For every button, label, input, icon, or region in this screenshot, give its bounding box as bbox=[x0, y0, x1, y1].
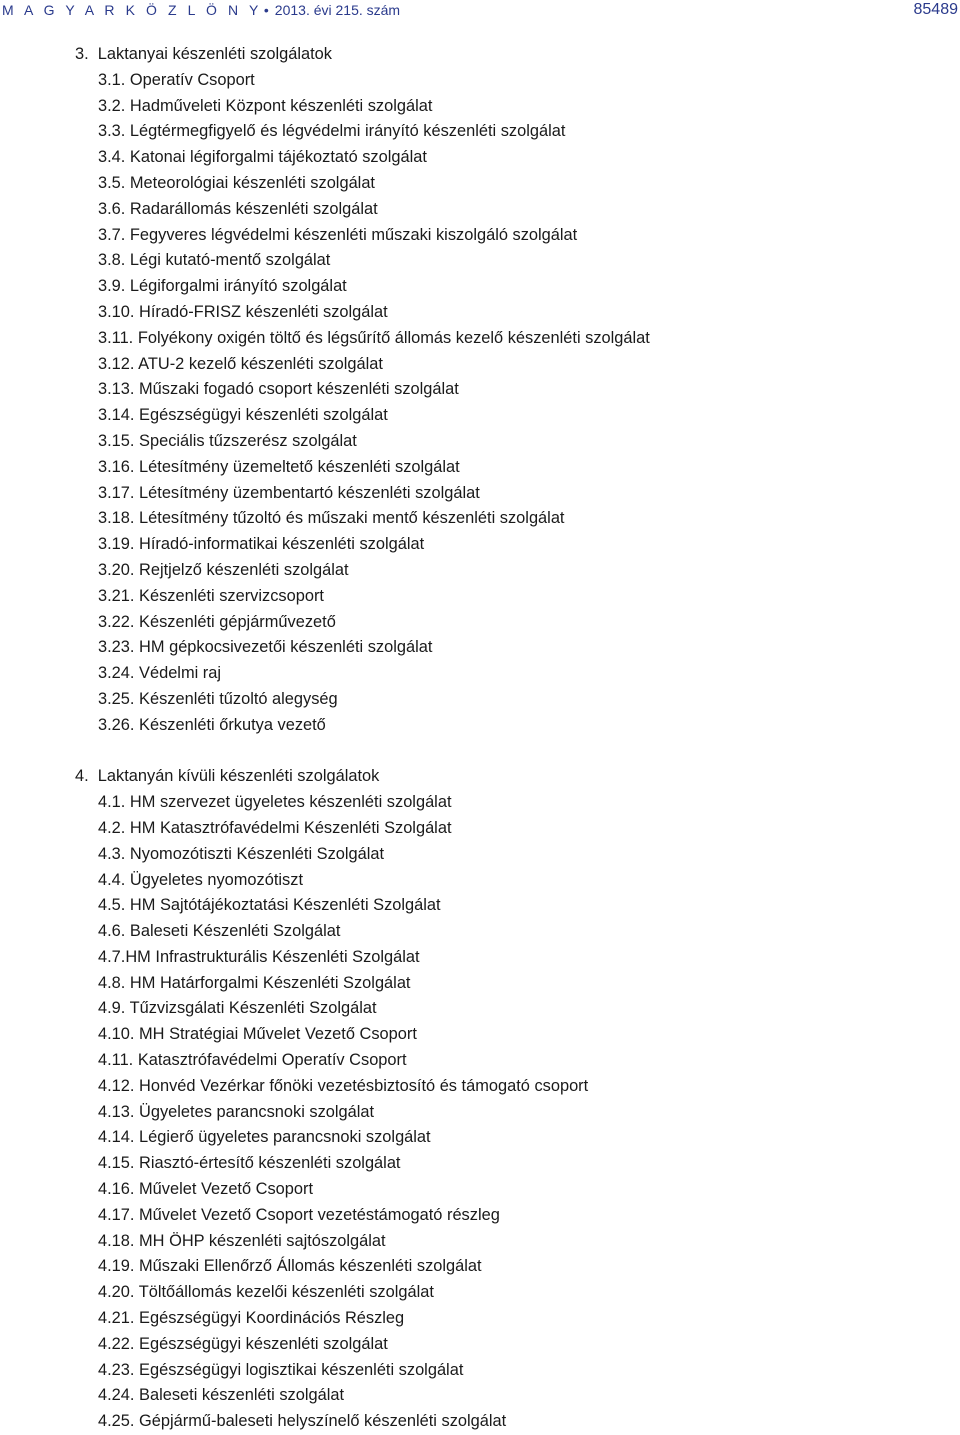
item-text: Készenléti szervizcsoport bbox=[139, 586, 324, 605]
item-text: Létesítmény üzemeltető készenléti szolgálat bbox=[139, 457, 460, 476]
item-number: 3.9. bbox=[98, 277, 126, 296]
item-text: Létesítmény üzembentartó készenléti szolgálat bbox=[139, 483, 480, 502]
item-number: 3.24. bbox=[98, 664, 135, 683]
item-text: Műszaki fogadó csoport készenléti szolgálat bbox=[139, 380, 459, 399]
running-head bbox=[0, 0, 960, 22]
item-number: 4.16. bbox=[98, 1180, 135, 1199]
section-spacer bbox=[0, 739, 960, 765]
list-item bbox=[98, 481, 960, 507]
item-text: Egészségügyi Koordinációs Részleg bbox=[139, 1309, 405, 1328]
list-item bbox=[98, 816, 960, 842]
section-heading bbox=[75, 42, 960, 68]
list-item bbox=[98, 868, 960, 894]
item-text: Készenléti gépjárművezető bbox=[139, 612, 336, 631]
item-text: Készenléti tűzoltó alegység bbox=[139, 689, 338, 708]
list-item bbox=[98, 94, 960, 120]
list-item bbox=[98, 661, 960, 687]
item-text: Fegyveres légvédelmi készenléti műszaki kiszolgáló szolgálat bbox=[129, 225, 578, 244]
item-text: HM szervezet ügyeletes készenléti szolgálat bbox=[129, 793, 452, 812]
item-text: Tűzvizsgálati Készenléti Szolgálat bbox=[129, 999, 377, 1018]
header-bullet: • bbox=[263, 2, 269, 18]
item-text: Katonai légiforgalmi tájékoztató szolgálat bbox=[129, 148, 427, 167]
list-item bbox=[98, 352, 960, 378]
item-text: Riasztó-értesítő készenléti szolgálat bbox=[139, 1154, 401, 1173]
list-item bbox=[98, 145, 960, 171]
item-number: 3.26. bbox=[98, 715, 135, 734]
item-text: Művelet Vezető Csoport vezetéstámogató részleg bbox=[139, 1205, 500, 1224]
list-item bbox=[98, 1125, 960, 1151]
item-number: 4.4. bbox=[98, 870, 126, 889]
item-text: MH ÖHP készenléti sajtószolgálat bbox=[139, 1231, 386, 1250]
item-text: Művelet Vezető Csoport bbox=[139, 1180, 314, 1199]
item-text: Hadműveleti Központ készenléti szolgálat bbox=[129, 96, 433, 115]
list-item bbox=[98, 1177, 960, 1203]
item-number: 3.21. bbox=[98, 586, 135, 605]
item-text: HM Határforgalmi Készenléti Szolgálat bbox=[129, 973, 411, 992]
list-item bbox=[98, 532, 960, 558]
list-item bbox=[98, 274, 960, 300]
item-number: 4.23. bbox=[98, 1360, 135, 1379]
list-item bbox=[98, 455, 960, 481]
item-text: Folyékony oxigén töltő és légsűrítő állomás kezelő készenléti szolgálat bbox=[137, 328, 650, 347]
list-item bbox=[98, 1383, 960, 1409]
list-item bbox=[98, 119, 960, 145]
list-item bbox=[98, 506, 960, 532]
item-text: Létesítmény tűzoltó és műszaki mentő készenléti szolgálat bbox=[139, 509, 565, 528]
list-item bbox=[98, 635, 960, 661]
list-item bbox=[98, 1022, 960, 1048]
item-number: 3.20. bbox=[98, 560, 135, 579]
item-number: 4.7. bbox=[98, 947, 126, 966]
list-item bbox=[98, 842, 960, 868]
item-text: HM Katasztrófavédelmi Készenléti Szolgálat bbox=[129, 818, 452, 837]
item-number: 3.3. bbox=[98, 122, 126, 141]
item-number: 3.12. bbox=[98, 354, 135, 373]
item-text: ATU-2 kezelő készenléti szolgálat bbox=[138, 354, 383, 373]
section-title: Laktanyai készenléti szolgálatok bbox=[97, 45, 332, 63]
section-number: 3. bbox=[75, 45, 89, 63]
item-text: Híradó-informatikai készenléti szolgálat bbox=[139, 535, 425, 554]
item-number: 4.10. bbox=[98, 1025, 135, 1044]
item-number: 4.3. bbox=[98, 844, 126, 863]
item-number: 4.2. bbox=[98, 818, 126, 837]
list-item bbox=[98, 248, 960, 274]
item-text: Operatív Csoport bbox=[129, 70, 255, 89]
item-number: 4.24. bbox=[98, 1386, 135, 1405]
item-number: 4.8. bbox=[98, 973, 126, 992]
item-text: Készenléti őrkutya vezető bbox=[139, 715, 326, 734]
list-item bbox=[98, 1100, 960, 1126]
item-text: Légiforgalmi irányító szolgálat bbox=[129, 277, 347, 296]
item-text: Légierő ügyeletes parancsnoki szolgálat bbox=[139, 1128, 431, 1147]
publication-title: M A G Y A R K Ö Z L Ö N Y bbox=[2, 2, 262, 18]
issue-label: 2013. évi 215. szám bbox=[274, 2, 401, 18]
page-number: 85489 bbox=[913, 1, 958, 18]
list-item bbox=[98, 1151, 960, 1177]
list-item bbox=[98, 1409, 960, 1435]
item-number: 4.20. bbox=[98, 1283, 135, 1302]
item-number: 3.25. bbox=[98, 689, 135, 708]
list-item bbox=[98, 1254, 960, 1280]
item-number: 3.17. bbox=[98, 483, 135, 502]
section-number: 4. bbox=[75, 767, 89, 786]
list-item bbox=[98, 68, 960, 94]
item-text: Légi kutató-mentő szolgálat bbox=[129, 251, 331, 270]
list-item bbox=[98, 790, 960, 816]
item-number: 4.11. bbox=[98, 1051, 134, 1070]
item-text: Egészségügyi logisztikai készenléti szolgálat bbox=[139, 1360, 464, 1379]
item-number: 3.14. bbox=[98, 406, 135, 425]
item-text: HM gépkocsivezetői készenléti szolgálat bbox=[139, 638, 433, 657]
item-number: 3.6. bbox=[98, 199, 126, 218]
running-head-left bbox=[2, 2, 400, 18]
list-item bbox=[98, 893, 960, 919]
item-number: 3.5. bbox=[98, 173, 126, 192]
list-item bbox=[98, 171, 960, 197]
list-item bbox=[98, 377, 960, 403]
list-item bbox=[98, 1074, 960, 1100]
item-number: 3.8. bbox=[98, 251, 126, 270]
item-text: Ügyeletes parancsnoki szolgálat bbox=[139, 1102, 375, 1121]
list-item bbox=[98, 687, 960, 713]
item-number: 3.22. bbox=[98, 612, 135, 631]
list-item bbox=[98, 584, 960, 610]
item-number: 4.12. bbox=[98, 1076, 135, 1095]
item-number: 3.7. bbox=[98, 225, 126, 244]
list-item bbox=[98, 1280, 960, 1306]
item-text: Meteorológiai készenléti szolgálat bbox=[129, 173, 375, 192]
item-number: 3.18. bbox=[98, 509, 135, 528]
section-heading bbox=[75, 764, 960, 790]
item-number: 3.13. bbox=[98, 380, 135, 399]
item-text: HM Infrastrukturális Készenléti Szolgálat bbox=[125, 947, 420, 966]
list-item bbox=[98, 429, 960, 455]
item-number: 3.11. bbox=[98, 328, 134, 347]
item-number: 3.16. bbox=[98, 457, 135, 476]
item-text: Légtérmegfigyelő és légvédelmi irányító készenléti szolgálat bbox=[129, 122, 566, 141]
item-text: Ügyeletes nyomozótiszt bbox=[129, 870, 303, 889]
item-text: Baleseti Készenléti Szolgálat bbox=[129, 922, 341, 941]
item-number: 4.5. bbox=[98, 896, 126, 915]
list-item bbox=[98, 326, 960, 352]
item-number: 4.19. bbox=[98, 1257, 135, 1276]
list-item bbox=[98, 223, 960, 249]
item-number: 4.14. bbox=[98, 1128, 135, 1147]
list-item bbox=[98, 197, 960, 223]
section-title: Laktanyán kívüli készenléti szolgálatok bbox=[97, 767, 380, 786]
list-item bbox=[98, 300, 960, 326]
document-body bbox=[0, 42, 960, 1435]
list-item bbox=[98, 1048, 960, 1074]
list-item bbox=[98, 558, 960, 584]
list-item bbox=[98, 713, 960, 739]
item-text: Védelmi raj bbox=[139, 664, 222, 683]
item-number: 4.21. bbox=[98, 1309, 135, 1328]
item-number: 4.22. bbox=[98, 1334, 135, 1353]
list-item bbox=[98, 403, 960, 429]
item-number: 4.1. bbox=[98, 793, 126, 812]
item-number: 4.15. bbox=[98, 1154, 135, 1173]
list-item bbox=[98, 1358, 960, 1384]
item-number: 3.4. bbox=[98, 148, 126, 167]
item-number: 4.17. bbox=[98, 1205, 135, 1224]
item-text: Radarállomás készenléti szolgálat bbox=[129, 199, 378, 218]
item-number: 4.6. bbox=[98, 922, 126, 941]
list-item bbox=[98, 996, 960, 1022]
item-text: Híradó-FRISZ készenléti szolgálat bbox=[139, 302, 388, 321]
item-number: 3.19. bbox=[98, 535, 135, 554]
list-item bbox=[98, 1203, 960, 1229]
item-text: MH Stratégiai Művelet Vezető Csoport bbox=[139, 1025, 417, 1044]
item-number: 3.15. bbox=[98, 431, 135, 450]
list-item bbox=[98, 1332, 960, 1358]
item-text: Rejtjelző készenléti szolgálat bbox=[139, 560, 349, 579]
item-number: 3.23. bbox=[98, 638, 135, 657]
item-text: Speciális tűzszerész szolgálat bbox=[139, 431, 357, 450]
list-item bbox=[98, 1306, 960, 1332]
item-text: Műszaki Ellenőrző Állomás készenléti szolgálat bbox=[139, 1257, 482, 1276]
item-number: 3.2. bbox=[98, 96, 126, 115]
item-text: Katasztrófavédelmi Operatív Csoport bbox=[137, 1051, 407, 1070]
item-text: Baleseti készenléti szolgálat bbox=[139, 1386, 345, 1405]
item-text: Egészségügyi készenléti szolgálat bbox=[139, 1334, 388, 1353]
list-item bbox=[98, 971, 960, 997]
list-item bbox=[98, 945, 960, 971]
item-number: 4.13. bbox=[98, 1102, 135, 1121]
list-item bbox=[98, 610, 960, 636]
item-text: Honvéd Vezérkar főnöki vezetésbiztosító és támogató csoport bbox=[139, 1076, 589, 1095]
item-number: 4.18. bbox=[98, 1231, 135, 1250]
item-text: Töltőállomás kezelői készenléti szolgálat bbox=[138, 1283, 434, 1302]
item-text: Egészségügyi készenléti szolgálat bbox=[139, 406, 388, 425]
list-item bbox=[98, 919, 960, 945]
list-item bbox=[98, 1229, 960, 1255]
item-text: Gépjármű-baleseti helyszínelő készenléti szolgálat bbox=[139, 1412, 507, 1431]
item-text: Nyomozótiszti Készenléti Szolgálat bbox=[129, 844, 385, 863]
item-number: 4.25. bbox=[98, 1412, 135, 1431]
item-number: 4.9. bbox=[98, 999, 126, 1018]
item-number: 3.10. bbox=[98, 302, 135, 321]
item-text: HM Sajtótájékoztatási Készenléti Szolgálat bbox=[129, 896, 441, 915]
item-number: 3.1. bbox=[98, 70, 126, 89]
